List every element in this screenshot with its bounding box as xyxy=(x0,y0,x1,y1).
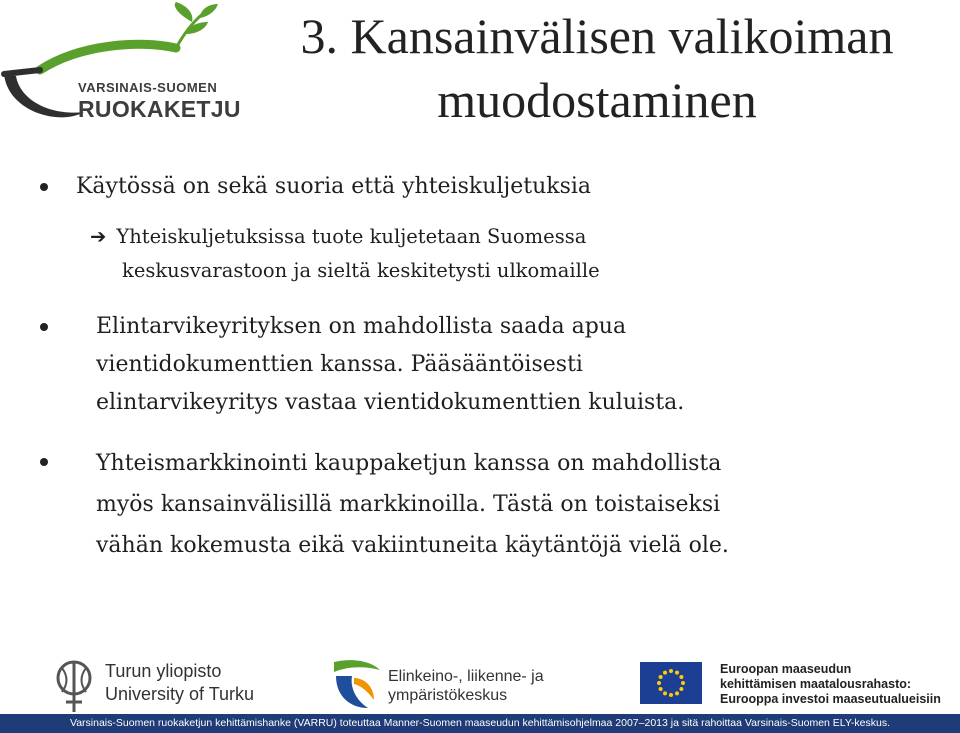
bullet-3-line3: vähän kokemusta eikä vakiintuneita käytäntöjä vielä ole. xyxy=(96,533,729,558)
sub-point-line2: keskusvarastoon ja sieltä keskitetysti ulkomaille xyxy=(122,259,600,282)
bullet-2-line1: Elintarvikeyrityksen on mahdollista saada apua xyxy=(96,314,627,339)
ely-line1: Elinkeino-, liikenne- ja xyxy=(388,668,544,685)
arrow-right-icon: ➔ xyxy=(90,225,107,248)
bullet-3-line2: myös kansainvälisillä markkinoilla. Tästä on toistaiseksi xyxy=(96,492,721,517)
slide-title xyxy=(238,4,956,132)
ruokaketju-logo xyxy=(0,0,240,130)
eu-line3: Eurooppa investoi maaseutualueisiin xyxy=(720,692,941,706)
bullet-1 xyxy=(40,168,591,206)
utu-line2: University of Turku xyxy=(105,684,255,704)
bullet-3-line1: Yhteismarkkinointi kauppaketjun kanssa on mahdollista xyxy=(96,451,722,476)
eu-line1: Euroopan maaseudun xyxy=(720,662,852,676)
bullet-3 xyxy=(40,443,729,566)
bullet-1-text: Käytössä on sekä suoria että yhteiskuljetuksia xyxy=(76,174,592,199)
footer-funding-bar: Varsinais-Suomen ruokaketjun kehittämishanke (VARRU) toteuttaa Manner-Suomen maaseudun kehittämisohjelmaa 2007–2013 ja sitä rahoittaa Varsinais-Suomen ELY-keskus. xyxy=(0,714,960,733)
torch-icon xyxy=(50,658,98,714)
logo-line1: VARSINAIS-SUOMEN xyxy=(78,80,218,95)
ely-line2: ympäristökeskus xyxy=(388,687,508,704)
bullet-2-line3: elintarvikeyritys vastaa vientidokumenttien kuluista. xyxy=(96,390,685,415)
eu-flag-icon xyxy=(640,662,702,704)
eu-funding-logo xyxy=(640,662,940,712)
university-of-turku-logo xyxy=(50,658,255,714)
bullet-dot xyxy=(40,323,48,331)
bullet-dot xyxy=(40,458,48,466)
bullet-2 xyxy=(40,308,684,422)
ely-emblem-icon xyxy=(330,656,382,712)
bullet-2-line2: vientidokumenttien kanssa. Pääsääntöisesti xyxy=(96,352,583,377)
utu-line1: Turun yliopisto xyxy=(105,661,222,681)
title-line1: 3. Kansainvälisen valikoiman xyxy=(300,8,894,64)
sub-point xyxy=(90,220,600,288)
eu-line2: kehittämisen maatalousrahasto: xyxy=(720,677,912,691)
bullet-dot xyxy=(40,183,48,191)
logo-line2: RUOKAKETJU xyxy=(78,96,241,122)
footer-logos xyxy=(0,650,960,714)
title-line2: muodostaminen xyxy=(437,72,757,128)
sub-point-line1: Yhteiskuljetuksissa tuote kuljetetaan Suomessa xyxy=(116,225,587,248)
ely-logo xyxy=(330,656,550,712)
